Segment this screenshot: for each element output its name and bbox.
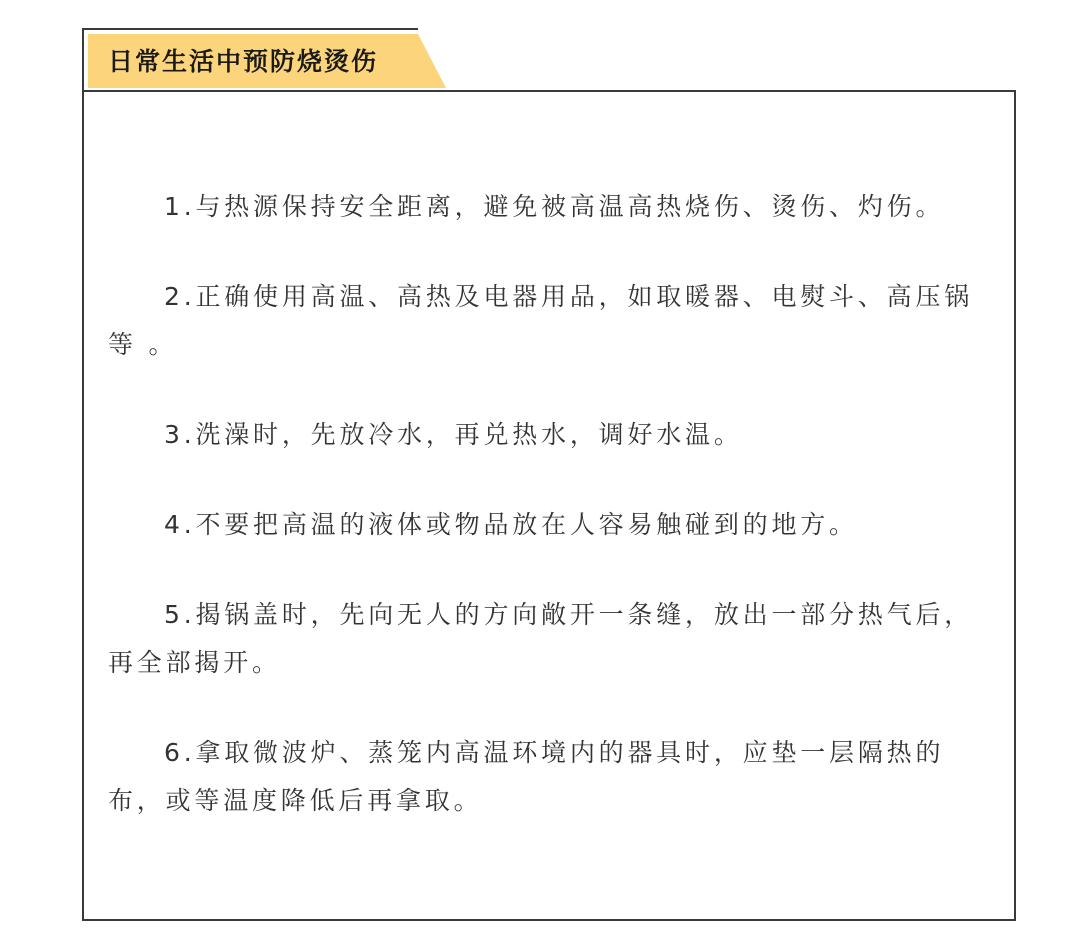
tip-item-3: 3.洗澡时，先放冷水，再兑热水，调好水温。 (164, 420, 743, 449)
tip-item-6: 6.拿取微波炉、蒸笼内高温环境内的器具时，应垫一层隔热的布，或等温度降低后再拿取。 (108, 738, 945, 815)
tip-item-1: 1.与热源保持安全距离，避免被高温高热烧伤、烫伤、灼伤。 (164, 192, 945, 221)
title-tab-top-border (82, 28, 418, 30)
tips-list (108, 183, 988, 867)
tip-item-2: 2.正确使用高温、高热及电器用品，如取暖器、电熨斗、高压锅等 。 (108, 282, 974, 359)
tip-item-4: 4.不要把高温的液体或物品放在人容易触碰到的地方。 (164, 510, 858, 539)
page-title: 日常生活中预防烧烫伤 (108, 47, 379, 76)
tip-item-5: 5.揭锅盖时，先向无人的方向敞开一条缝，放出一部分热气后，再全部揭开。 (108, 600, 974, 677)
title-tab-left-border (82, 28, 84, 92)
